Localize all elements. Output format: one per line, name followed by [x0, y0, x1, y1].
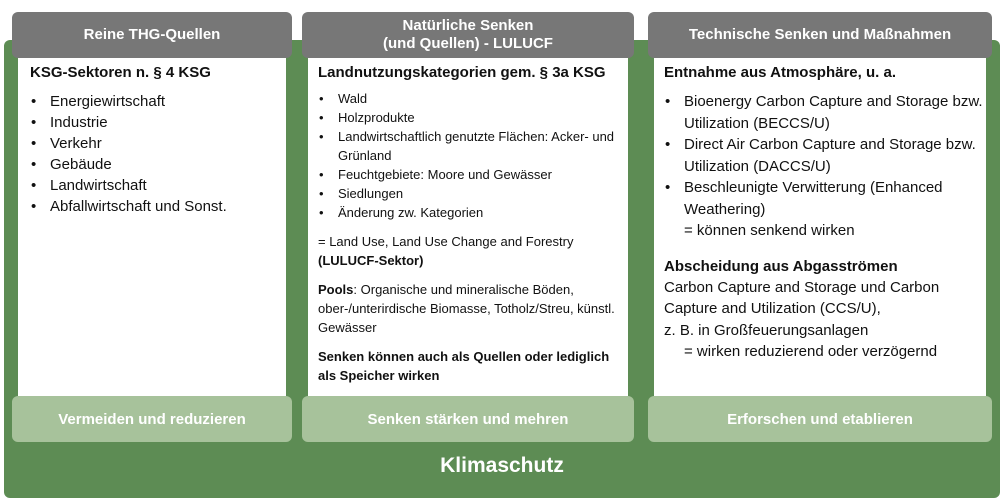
list-item: • Siedlungen — [318, 184, 624, 203]
list-item: • Verkehr — [30, 133, 286, 154]
definition-bold: (LULUCF-Sektor) — [318, 253, 424, 268]
list-item: • Wald — [318, 89, 624, 108]
list-item: • Beschleunigte Verwitterung (Enhanced Weathering) — [664, 177, 986, 220]
pools-label: Pools — [318, 282, 354, 297]
header-line: (und Quellen) - LULUCF — [383, 35, 553, 52]
list-item: • Änderung zw. Kategorien — [318, 203, 624, 222]
list-item: • Gebäude — [30, 154, 286, 175]
pools-paragraph — [318, 280, 624, 337]
list-item: • Landwirtschaftlich genutzte Flächen: Acker- und Grünland — [318, 127, 624, 165]
landuse-list — [318, 89, 624, 222]
pools-text: : Organische und mineralische Böden, ober-/unterirdische Biomasse, Totholz/Streu, künstl. Gewässer — [318, 282, 615, 335]
capture-example: z. B. in Großfeuerungsanlagen — [664, 321, 869, 339]
sinks-note: Senken können auch als Quellen oder lediglich als Speicher wirken — [318, 349, 610, 383]
list-item: • Holzprodukte — [318, 108, 624, 127]
header-line: Natürliche Senken — [402, 17, 534, 34]
column-thg-sources — [12, 0, 292, 442]
column-footer: Vermeiden und reduzieren — [12, 396, 292, 442]
column-subtitle: KSG-Sektoren n. § 4 KSG — [30, 64, 211, 81]
lulucf-definition — [318, 232, 624, 270]
column-header: Reine THG-Quellen — [12, 12, 292, 58]
column-header: Technische Senken und Maßnahmen — [648, 12, 992, 58]
column-subtitle: Entnahme aus Atmosphäre, u. a. — [664, 64, 896, 81]
capture-text: Carbon Capture and Storage und Carbon Capture and Utilization (CCS/U), — [664, 278, 940, 317]
column-subtitle-2: Abscheidung aus Abgasströmen — [664, 257, 898, 275]
definition-text: = Land Use, Land Use Change and Forestry — [318, 234, 574, 249]
sector-list — [30, 91, 286, 217]
list-item: • Industrie — [30, 112, 286, 133]
removal-list — [664, 91, 986, 220]
list-item: • Bioenergy Carbon Capture and Storage bzw. Utilization (BECCS/U) — [664, 91, 986, 134]
list-item: • Energiewirtschaft — [30, 91, 286, 112]
klimaschutz-label: Klimaschutz — [440, 454, 564, 477]
column-content — [664, 64, 986, 363]
column-natural-sinks — [302, 0, 634, 442]
capture-note: = wirken reduzierend oder verzögernd — [684, 343, 938, 360]
list-item: • Feuchtgebiete: Moore und Gewässer — [318, 165, 624, 184]
list-item: • Landwirtschaft — [30, 175, 286, 196]
column-header — [302, 12, 634, 58]
column-footer: Erforschen und etablieren — [648, 396, 992, 442]
list-item: • Direct Air Carbon Capture and Storage bzw. Utilization (DACCS/U) — [664, 134, 986, 177]
removal-note: = können senkend wirken — [684, 222, 855, 239]
list-item: • Abfallwirtschaft und Sonst. — [30, 196, 286, 217]
column-content — [30, 64, 286, 217]
column-subtitle: Landnutzungskategorien gem. § 3a KSG — [318, 64, 606, 81]
column-technical-sinks — [648, 0, 992, 442]
column-footer: Senken stärken und mehren — [302, 396, 634, 442]
column-content — [318, 64, 624, 385]
